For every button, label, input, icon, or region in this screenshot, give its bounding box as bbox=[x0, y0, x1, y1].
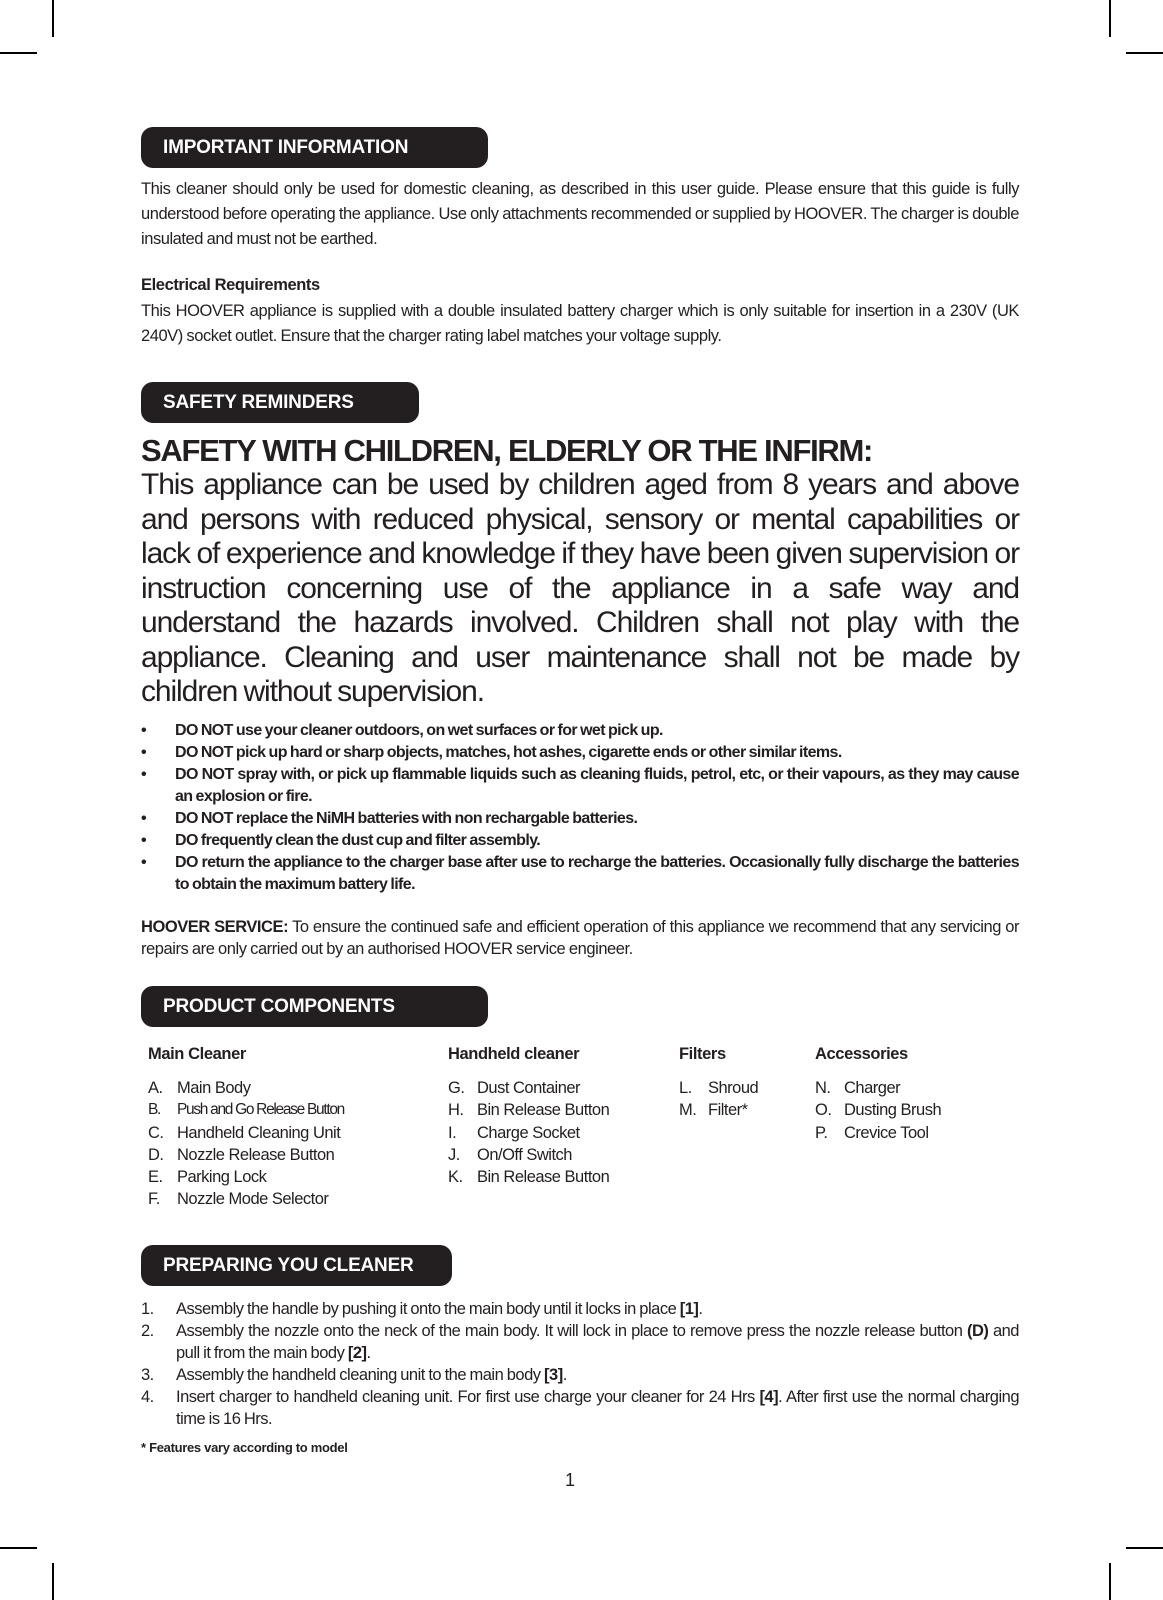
important-paragraph: This cleaner should only be used for domestic cleaning, as described in this user guide. Please ensure that this guide is fully understood before operating the appliance. Use only attachments recommended or supplied by HOOVER. The charger is double insulated and must not be earthed. bbox=[141, 180, 1019, 248]
section-header-preparing-cleaner: PREPARING YOU CLEANER bbox=[141, 1245, 452, 1286]
features-footnote: * Features vary according to model bbox=[141, 1440, 348, 1455]
preparing-step: 4. Insert charger to handheld cleaning unit. For first use charge your cleaner for 24 Hrs [4]. After first use the normal charging time is 16 Hrs. bbox=[141, 1388, 1019, 1428]
safety-bullet: • DO NOT pick up hard or sharp objects, matches, hot ashes, cigarette ends or other similar items. bbox=[141, 742, 1019, 764]
crop-mark bbox=[52, 1563, 54, 1600]
crop-mark bbox=[1126, 1547, 1163, 1549]
page-number: 1 bbox=[564, 1470, 575, 1490]
preparing-step: 3. Assembly the handheld cleaning unit to the main body [3]. bbox=[141, 1366, 567, 1384]
components-column-filters bbox=[679, 1045, 758, 1122]
component-item: E. Parking Lock bbox=[148, 1168, 267, 1187]
crop-mark bbox=[0, 52, 37, 54]
safety-bullet: • DO NOT spray with, or pick up flammable liquids such as cleaning fluids, petrol, etc, or their vapours, as they may cause an explosion or fire. bbox=[141, 764, 1019, 808]
column-title: Filters bbox=[679, 1045, 726, 1063]
column-title: Handheld cleaner bbox=[448, 1045, 580, 1063]
component-item: B. Push and Go Release Button bbox=[148, 1101, 344, 1119]
component-item: D. Nozzle Release Button bbox=[148, 1145, 335, 1164]
electrical-requirements-text: This HOOVER appliance is supplied with a double insulated battery charger which is only suitable for insertion in a 230V (UK 240V) socket outlet. Ensure that the charger rating label matches your voltage supply. bbox=[141, 302, 1019, 345]
column-title: Main Cleaner bbox=[148, 1045, 246, 1063]
components-column-handheld-cleaner bbox=[448, 1045, 609, 1188]
crop-mark bbox=[0, 1547, 37, 1549]
component-item: G. Dust Container bbox=[448, 1079, 581, 1097]
safety-bullet: • DO frequently clean the dust cup and filter assembly. bbox=[141, 830, 1019, 852]
component-item: P. Crevice Tool bbox=[815, 1123, 929, 1142]
hoover-service-label: HOOVER SERVICE: bbox=[141, 918, 289, 936]
safety-bullet-list bbox=[141, 720, 1019, 896]
safety-children-text: This appliance can be used by children aged from 8 years and above and persons with reduced physical, sensory or mental capabilities or lack of experience and knowledge if they have been given supervision or instruction concerning use of the appliance in a safe way and understand the hazards involved. Children shall not play with the appliance. Cleaning and user maintenance shall not be made by children without supervision. bbox=[141, 468, 1019, 708]
component-item: F. Nozzle Mode Selector bbox=[148, 1190, 329, 1209]
safety-children-heading: SAFETY WITH CHILDREN, ELDERLY OR THE INFIRM: bbox=[141, 433, 873, 468]
component-item: C. Handheld Cleaning Unit bbox=[148, 1123, 341, 1142]
hoover-service-text: To ensure the continued safe and efficient operation of this appliance we recommend that any servicing or repairs are only carried out by an authorised HOOVER service engineer. bbox=[141, 918, 1019, 958]
preparing-steps-list bbox=[141, 1298, 1019, 1430]
section-header-product-components: PRODUCT COMPONENTS bbox=[141, 986, 488, 1027]
column-title: Accessories bbox=[815, 1045, 908, 1063]
electrical-requirements-heading: Electrical Requirements bbox=[141, 276, 320, 294]
safety-bullet: • DO NOT use your cleaner outdoors, on wet surfaces or for wet pick up. bbox=[141, 720, 1019, 742]
component-item: H. Bin Release Button bbox=[448, 1101, 610, 1120]
preparing-step: 2. Assembly the nozzle onto the neck of the main body. It will lock in place to remove press the nozzle release button (D) and pull it from the main body [2]. bbox=[141, 1322, 1019, 1362]
component-item: A. Main Body bbox=[148, 1079, 251, 1097]
section-header-important-information: IMPORTANT INFORMATION bbox=[141, 127, 488, 168]
crop-mark bbox=[1109, 1563, 1111, 1600]
component-item: L. Shroud bbox=[679, 1079, 759, 1097]
safety-bullet: • DO NOT replace the NiMH batteries with non rechargable batteries. bbox=[141, 808, 1019, 830]
crop-mark bbox=[1126, 52, 1163, 54]
component-item: K. Bin Release Button bbox=[448, 1168, 610, 1187]
component-item: M. Filter* bbox=[679, 1101, 748, 1120]
safety-bullet: • DO return the appliance to the charger base after use to recharge the batteries. Occasionally fully discharge the batteries to obtain the maximum battery life. bbox=[141, 852, 1019, 896]
component-item: O. Dusting Brush bbox=[815, 1101, 942, 1120]
section-header-safety-reminders: SAFETY REMINDERS bbox=[141, 382, 419, 423]
preparing-step: 1. Assembly the handle by pushing it onto the main body until it locks in place [1]. bbox=[141, 1300, 703, 1318]
component-item: J. On/Off Switch bbox=[448, 1145, 572, 1164]
crop-mark bbox=[1109, 0, 1111, 37]
component-item: I. Charge Socket bbox=[448, 1123, 580, 1142]
hoover-service-paragraph bbox=[141, 916, 1019, 960]
components-column-main-cleaner bbox=[148, 1045, 344, 1211]
component-item: N. Charger bbox=[815, 1079, 901, 1097]
components-column-accessories bbox=[815, 1045, 941, 1144]
crop-mark bbox=[52, 0, 54, 37]
